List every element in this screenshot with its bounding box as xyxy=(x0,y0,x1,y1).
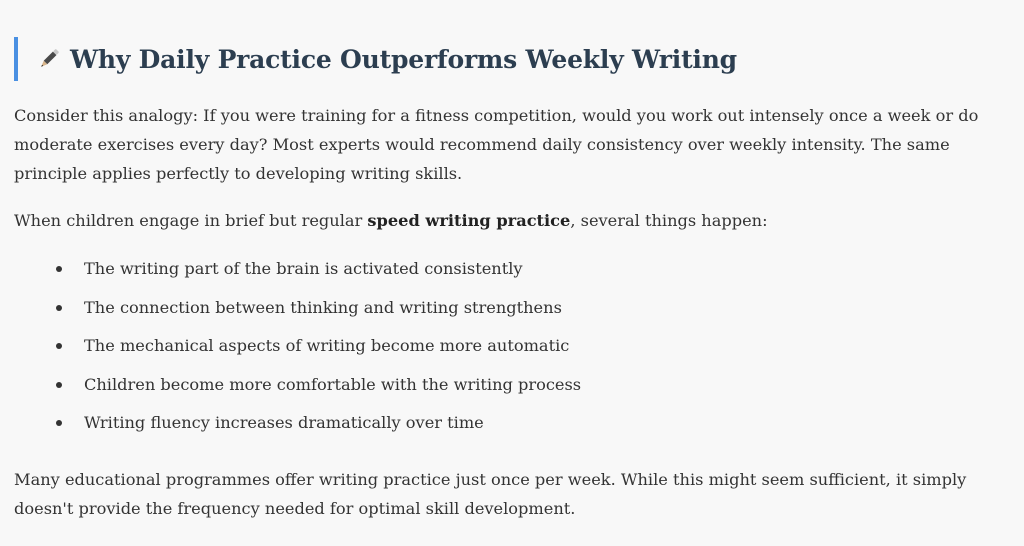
list-item xyxy=(56,331,581,370)
list-item xyxy=(56,408,581,447)
list-item-text: Writing fluency increases dramatically over time xyxy=(84,413,484,432)
list-item-text: The connection between thinking and writing strengthens xyxy=(84,297,562,317)
bullet-icon xyxy=(56,266,62,272)
bullet-icon xyxy=(56,382,62,388)
list-item xyxy=(56,370,581,409)
bullet-icon xyxy=(56,305,62,311)
intro-paragraph: Consider this analogy: If you were training for a fitness competition, would you work out intensely once a week or do moderate exercises every day? Most experts would recommend daily consistency over weekly intensity. The same principle applies perfectly to developing writing skills. xyxy=(14,106,979,183)
section-title: Why Daily Practice Outperforms Weekly Writing xyxy=(70,44,737,74)
list-item xyxy=(56,293,581,332)
bullet-icon xyxy=(56,420,62,426)
closing-paragraph: Many educational programmes offer writing practice just once per week. While this might seem sufficient, it simply doesn't provide the frequency needed for optimal skill development. xyxy=(14,470,967,518)
list-item xyxy=(56,254,581,293)
bullet-icon xyxy=(56,343,62,349)
practice-paragraph-end: , several things happen: xyxy=(570,211,768,230)
practice-paragraph xyxy=(14,206,1014,235)
benefits-list xyxy=(56,254,581,447)
list-item-text: The mechanical aspects of writing become more automatic xyxy=(84,336,570,355)
practice-paragraph-start: When children engage in brief but regular xyxy=(14,211,368,230)
section-heading xyxy=(14,37,1016,81)
list-item-text: The writing part of the brain is activated consistently xyxy=(84,259,523,278)
pencil-icon xyxy=(36,46,62,72)
list-item-text: Children become more comfortable with the writing process xyxy=(84,374,582,394)
speed-writing-emphasis: speed writing practice xyxy=(367,211,571,230)
